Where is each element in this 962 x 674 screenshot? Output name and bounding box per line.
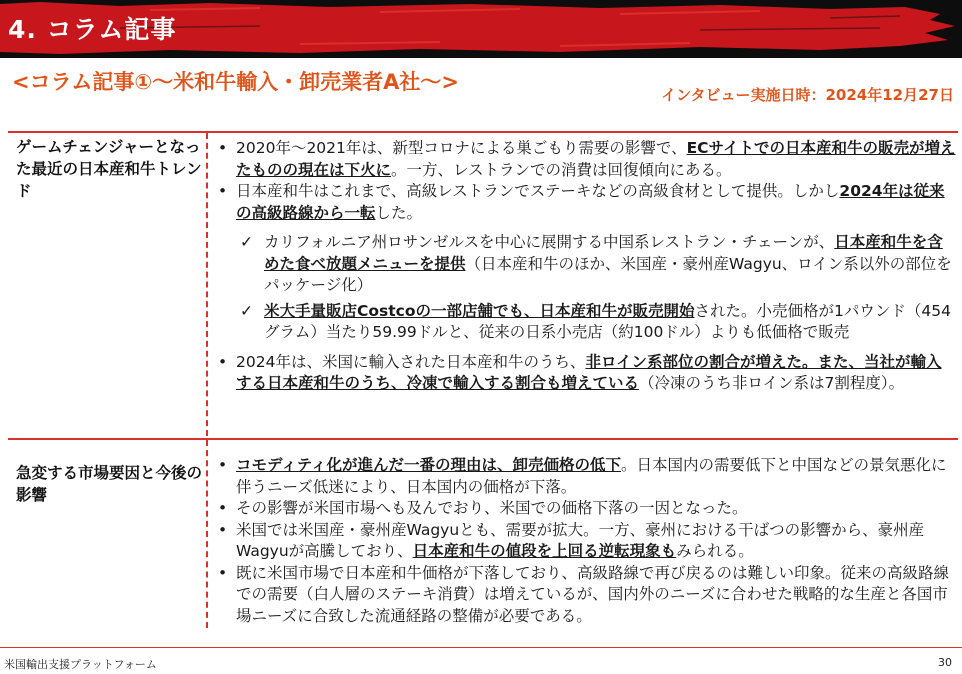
emphasis-text: 2024年は従来の高級路線から一転 bbox=[236, 182, 945, 222]
bullet-item bbox=[218, 563, 956, 628]
bullet-icon: • bbox=[218, 352, 228, 371]
body-text: 2020年～2021年は、新型コロナによる巣ごもり需要の影響で、 bbox=[236, 139, 687, 157]
body-text: 米国では米国産・豪州産Wagyuとも、需要が拡大。一方、豪州における干ばつの影響から、豪州産Wagyuが高騰しており、 bbox=[236, 520, 925, 560]
section-divider-middle bbox=[8, 438, 958, 440]
page-number: 30 bbox=[938, 656, 952, 669]
bullet-icon: • bbox=[218, 499, 228, 517]
section-divider-top bbox=[8, 131, 958, 133]
body-text: 日本産和牛はこれまで、高級レストランでステーキなどの高級食材として提供。しかし bbox=[236, 182, 840, 200]
checkmark-icon: ✓ bbox=[240, 301, 253, 320]
bullet-icon: • bbox=[218, 139, 228, 157]
emphasis-text: 非ロイン系部位の割合が増えた。また、当社が輸入する日本産和牛のうち、冷凍で輸入する割合も増えている bbox=[236, 352, 942, 392]
body-text: 。日本国内の需要低下と中国などの景気悪化に伴うニーズ低迷により、日本国内の価格が下落。 bbox=[236, 456, 947, 496]
column-divider-1 bbox=[206, 133, 208, 436]
interview-date: インタビュー実施日時：2024年12月27日 bbox=[661, 86, 954, 104]
bullet-item bbox=[218, 520, 956, 563]
body-text: 。一方、レストランでの消費は回復傾向にある。 bbox=[391, 160, 732, 179]
section-content-trends bbox=[218, 138, 956, 395]
footer-divider bbox=[0, 647, 962, 648]
section-title: 4. コラム記事 bbox=[8, 15, 177, 44]
body-text: みられる。 bbox=[676, 542, 754, 560]
bullet-item bbox=[218, 498, 956, 520]
footer-platform-name: 米国輸出支援プラットフォーム bbox=[4, 658, 157, 671]
emphasis-text: 日本産和牛の値段を上回る逆転現象も bbox=[412, 542, 677, 560]
body-text: （日本産和牛のほか、米国産・豪州産Wagyu、ロイン系以外の部位をパッケージ化） bbox=[264, 254, 952, 294]
bullet-item bbox=[218, 455, 956, 498]
body-text: 2024年は、米国に輸入された日本産和牛のうち、 bbox=[236, 352, 586, 371]
section-header-bar bbox=[0, 0, 962, 58]
bullet-icon: • bbox=[218, 520, 228, 539]
body-text: （冷凍のうち非ロイン系は7割程度）。 bbox=[639, 374, 905, 392]
bullet-item bbox=[218, 181, 956, 224]
body-text: カリフォルニア州ロサンゼルスを中心に展開する中国系レストラン・チェーンが、 bbox=[264, 233, 835, 251]
section-label-trends: ゲームチェンジャーとなった最近の日本産和牛トレンド bbox=[16, 138, 202, 200]
check-item bbox=[218, 301, 956, 344]
bullet-icon: • bbox=[218, 563, 228, 582]
emphasis-text: 米大手量販店Costcoの一部店舗でも、日本産和牛が販売開始 bbox=[264, 301, 695, 320]
bullet-icon: • bbox=[218, 182, 228, 200]
bullet-item bbox=[218, 352, 956, 395]
section-label-market-factors: 急変する市場要因と今後の影響 bbox=[16, 464, 203, 504]
emphasis-text: コモディティ化が進んだ一番の理由は、卸売価格の低下 bbox=[236, 456, 622, 474]
bullet-item bbox=[218, 138, 956, 181]
body-text: された。小売価格が1パウンド（454グラム）当たり59.99ドルと、従来の日系小売店（約100ドル）よりも低価格で販売 bbox=[264, 301, 951, 341]
body-text: 既に米国市場で日本産和牛価格が下落しており、高級路線で再び戻るのは難しい印象。従来の高級路線での需要（白人層のステーキ消費）は増えているが、国内外のニーズに合わせた戦略的な生産と各国市場ニーズに合致した流通経路の整備が必要である。 bbox=[236, 563, 950, 625]
bullet-icon: • bbox=[218, 456, 228, 474]
check-item bbox=[218, 232, 956, 297]
checkmark-icon: ✓ bbox=[240, 233, 253, 251]
body-text: した。 bbox=[375, 203, 423, 222]
emphasis-text: 日本産和牛を含めた食べ放題メニューを提供 bbox=[264, 233, 943, 273]
section-content-market-factors bbox=[218, 455, 956, 627]
column-subtitle: <コラム記事①～米和牛輸入・卸売業者A社～> bbox=[12, 70, 460, 94]
emphasis-text: ECサイトでの日本産和牛の販売が増えたものの現在は下火に bbox=[236, 139, 956, 179]
column-divider-2 bbox=[206, 440, 208, 628]
body-text: その影響が米国市場へも及んでおり、米国での価格下落の一因となった。 bbox=[236, 499, 748, 517]
